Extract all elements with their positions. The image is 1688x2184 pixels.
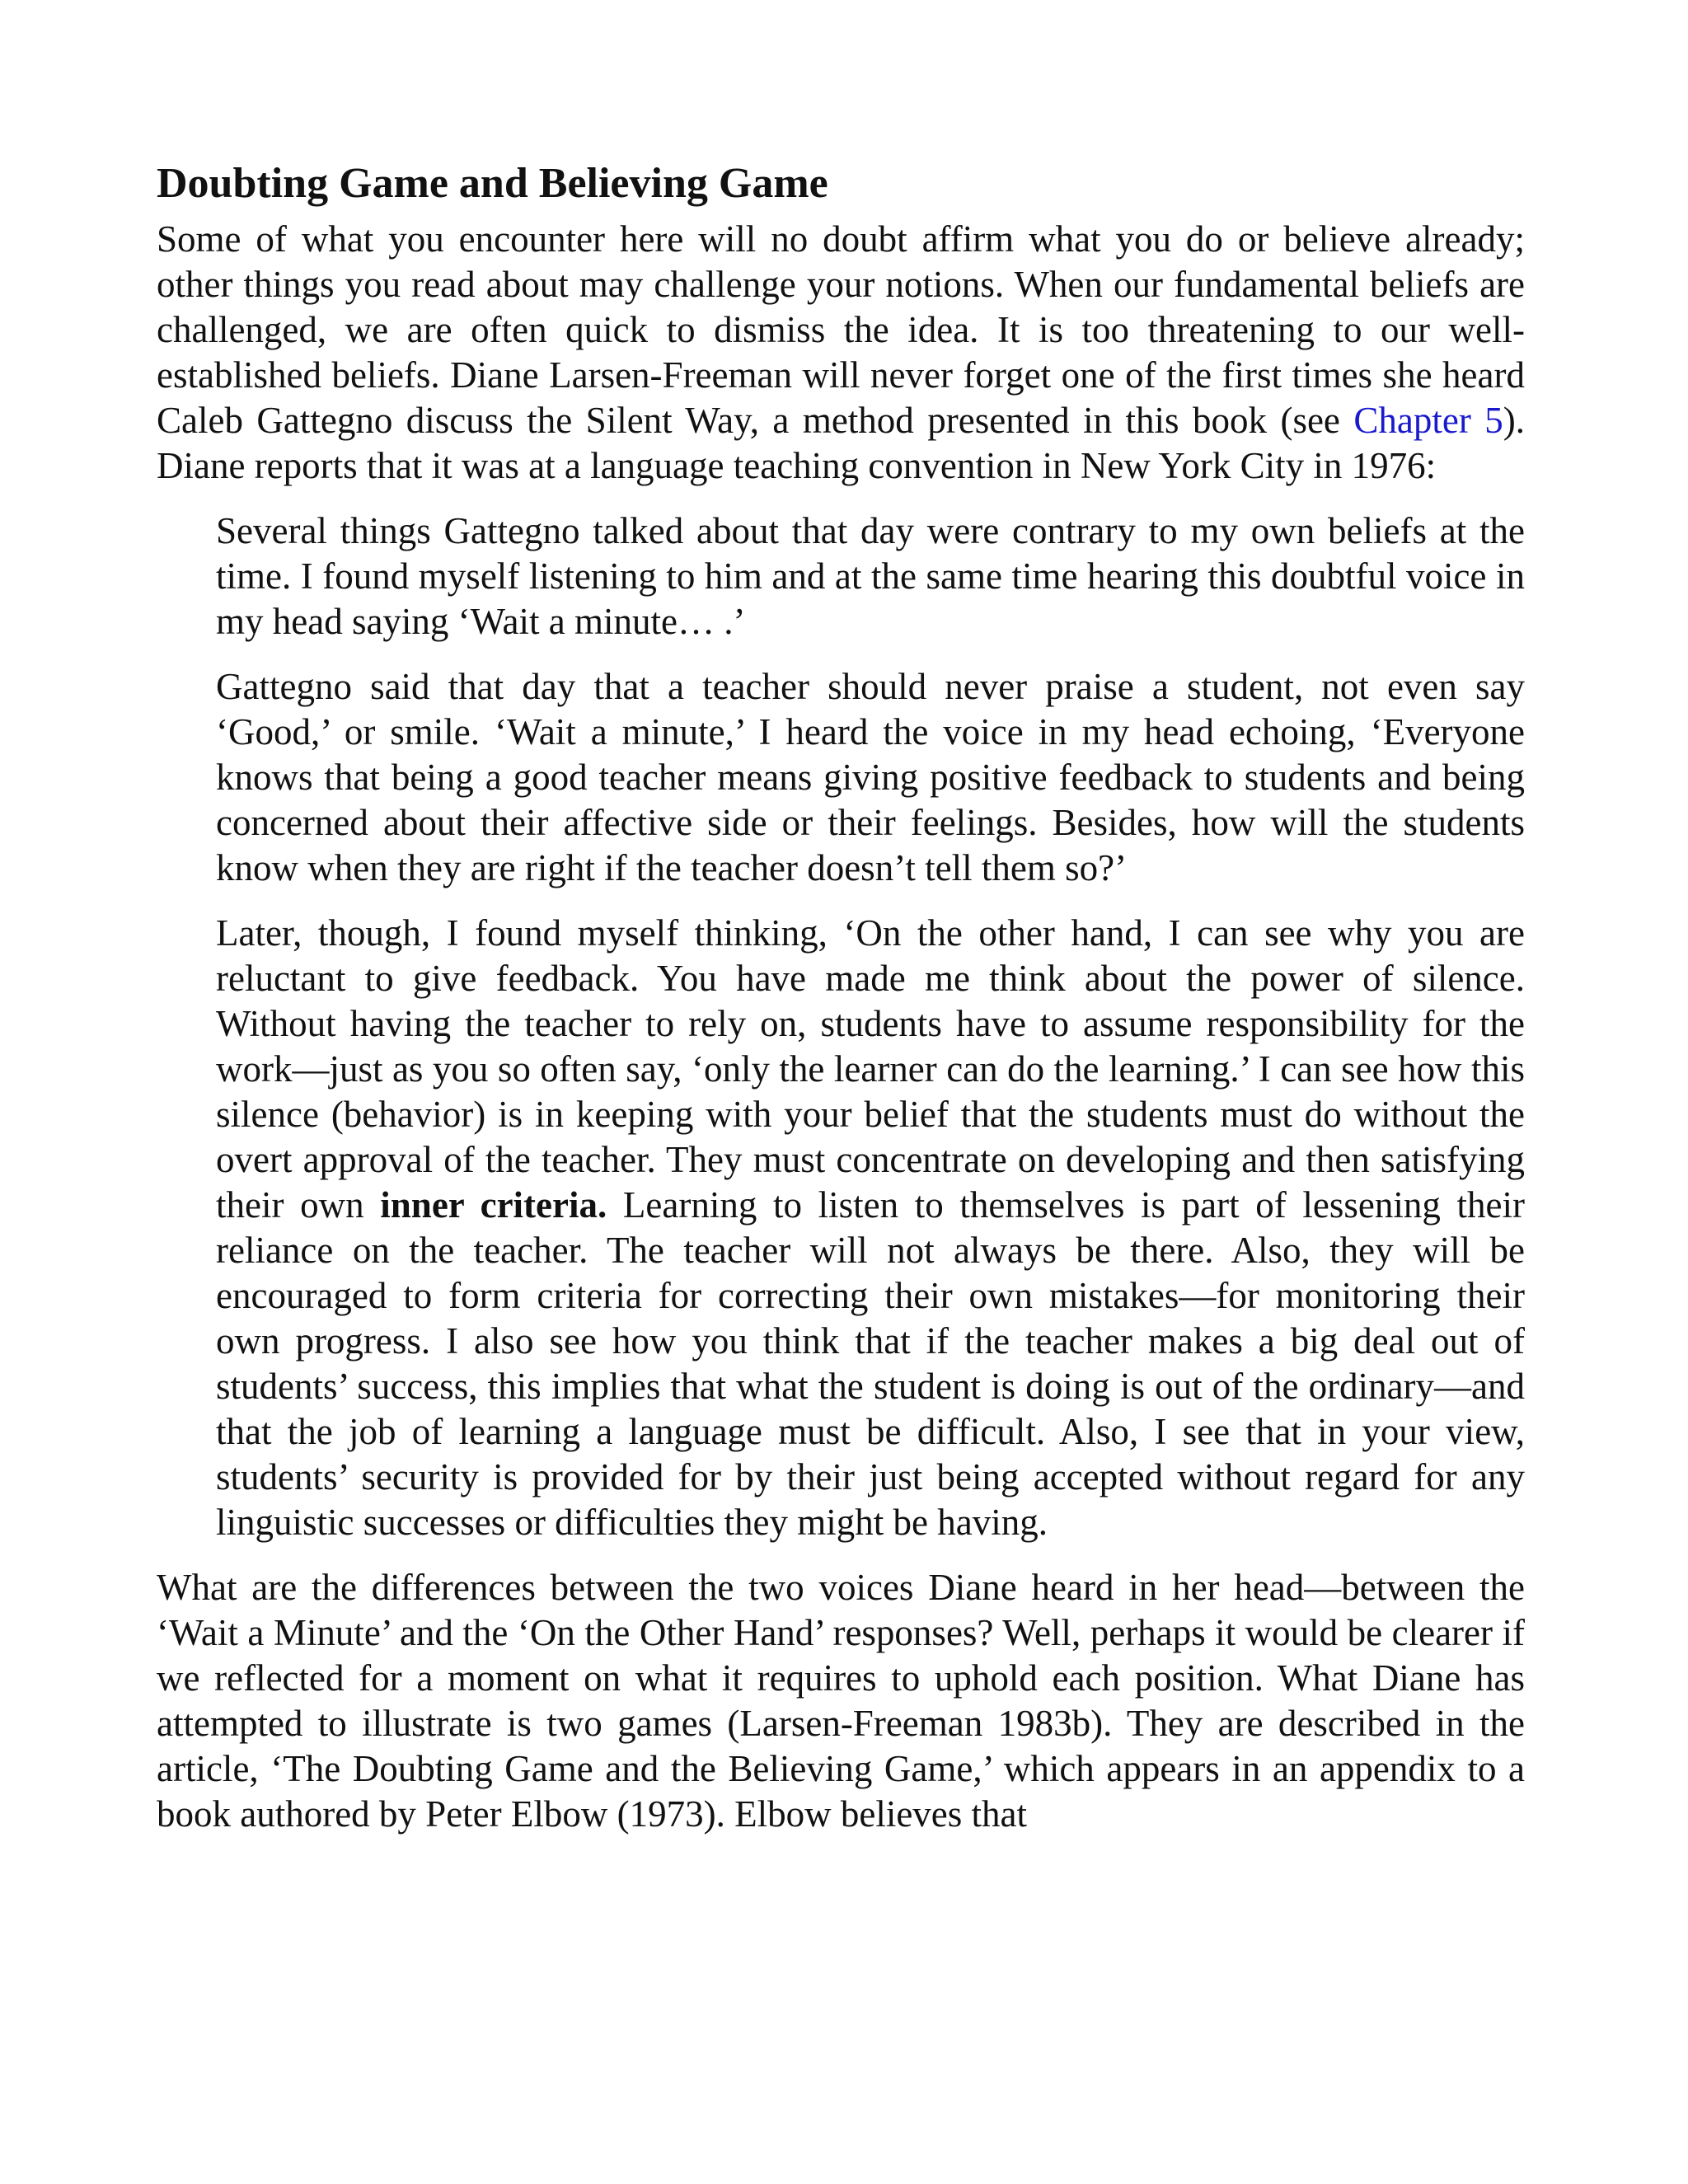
closing-paragraph: What are the differences between the two voices Diane heard in her head—between the ‘Wait a Minute’ and the ‘On the Other Hand’ responses? Well, perhaps it would be clearer if we reflected for a moment on what it requires to uphold each position. What Diane has attempted to illustrate is two games (Larsen-Freeman 1983b). They are described in the article, ‘The Doubting Game and the Believing Game,’ which appears in an appendix to a book authored by Peter Elbow (1973). Elbow believes that <box>157 1567 1525 1835</box>
document-page <box>157 152 1525 1857</box>
intro-paragraph <box>157 217 1525 489</box>
section-heading: Doubting Game and Believing Game <box>157 160 828 207</box>
intro-text-before-link: Some of what you encounter here will no doubt affirm what you do or believe already; other things you read about may challenge your notions. When our fundamental beliefs are challenged, we are often quick to dismiss the idea. It is too threatening to our well-established beliefs. Diane Larsen-Freeman will never forget one of the first times she heard Caleb Gattegno discuss the Silent Way, a method presented in this book (see <box>157 218 1525 441</box>
inner-criteria-term: inner criteria. <box>380 1184 607 1226</box>
block-quote-3 <box>216 911 1525 1545</box>
quote3-text-before-bold: Later, though, I found myself thinking, ‘On the other hand, I can see why you are reluctant to give feedback. You have made me think about the power of silence. Without having the teacher to rely on, students have to assume responsibility for the work—just as you so often say, ‘only the learner can do the learning.’ I can see how this silence (behavior) is in keeping with your belief that the students must do without the overt approval of the teacher. They must concentrate on developing and then satisfying their own <box>216 912 1525 1226</box>
intro-text-after-link: ). Diane reports that it was at a language teaching convention in New York City in 1976: <box>157 400 1526 486</box>
chapter-5-link[interactable]: Chapter 5 <box>1353 400 1503 441</box>
quote3-text-after-bold: Learning to listen to themselves is part of lessening their reliance on the teacher. The teacher will not always be there. Also, they will be encouraged to form criteria for correcting their own mistakes—for monitoring their own progress. I also see how you think that if the teacher makes a big deal out of students’ success, this implies that what the student is doing is out of the ordinary—and that the job of learning a language must be difficult. Also, I see that in your view, students’ security is provided for by their just being accepted without regard for any linguistic successes or difficulties they might be having. <box>216 1184 1525 1543</box>
block-quote-2: Gattegno said that day that a teacher should never praise a student, not even say ‘Good,’ or smile. ‘Wait a minute,’ I heard the voice in my head echoing, ‘Everyone knows that being a good teacher means giving positive feedback to students and being concerned about their affective side or their feelings. Besides, how will the students know when they are right if the teacher doesn’t tell them so?’ <box>216 666 1525 888</box>
block-quote-1: Several things Gattegno talked about that day were contrary to my own beliefs at the time. I found myself listening to him and at the same time hearing this doubtful voice in my head saying ‘Wait a minute… .’ <box>216 510 1525 642</box>
